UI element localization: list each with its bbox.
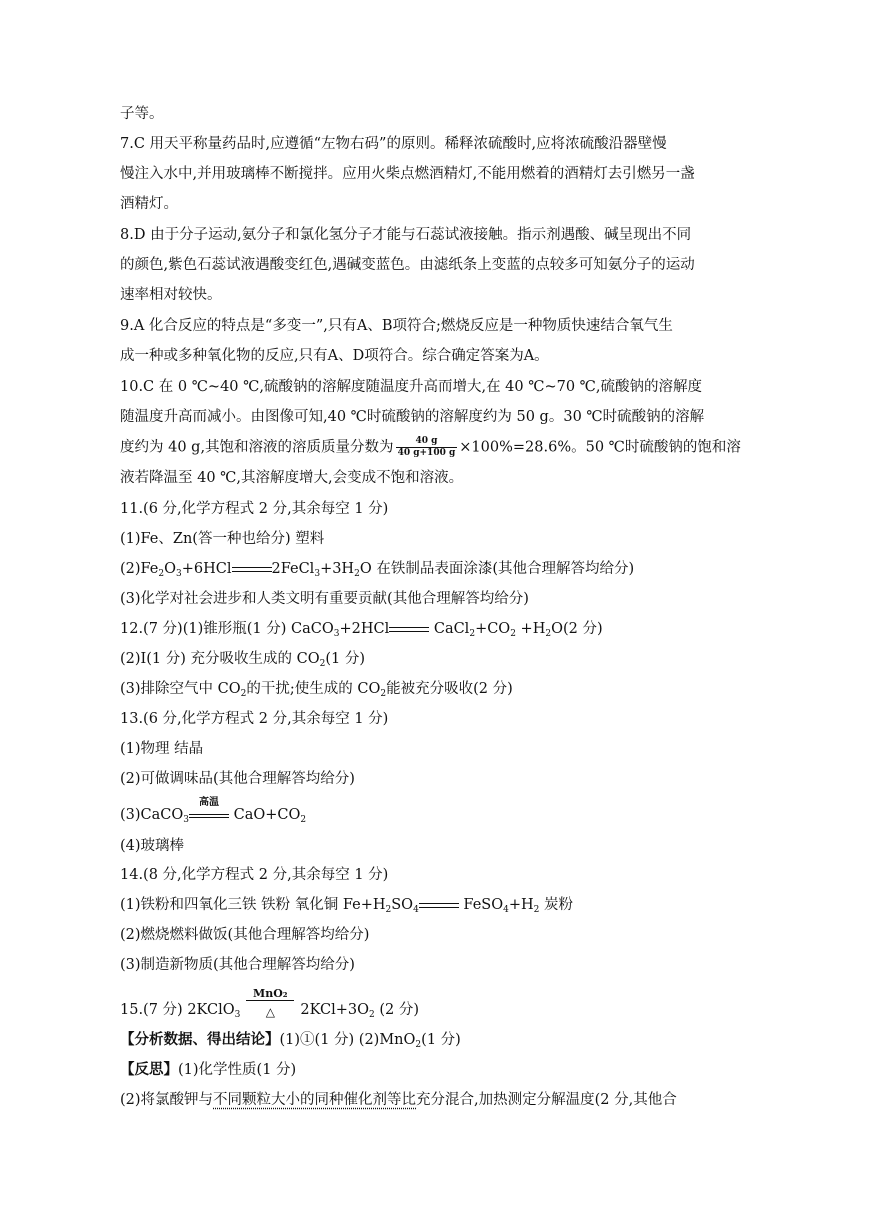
heat-symbol: △ [265,1005,275,1019]
catalyst-label: MnO₂ [253,987,288,1000]
text-segment: O [164,561,177,577]
subscript: 3 [314,569,321,579]
answer-13-1: (1)物理 结晶 [120,741,204,757]
mass-fraction [396,436,458,459]
text-segment: O 在铁制品表面涂漆(其他合理解答均给分) [359,561,635,577]
answer-7-line-1: 7.C 用天平称量药品时,应遵循“左物右码”的原则。稀释浓硫酸时,应将浓硫酸沿器壁慢 [120,136,667,152]
answer-7-line-3: 酒精灯。 [120,196,178,212]
high-temperature-equals-icon [189,797,229,825]
answer-15-conclusion [120,1030,461,1050]
answer-12-2 [120,649,365,669]
subscript: 4 [503,905,509,915]
text-segment: 12.(7 分)(1)锥形瓶(1 分) CaCO [120,621,334,637]
answer-12-1 [120,619,603,639]
text-segment: (1)①(1 分) (2)MnO [279,1032,416,1048]
text-segment: +H [508,897,534,913]
text-segment: 度约为 40 g,其饱和溶液的溶质质量分数为 [120,439,394,456]
answer-10-line-1: 10.C 在 0 ℃~40 ℃,硫酸钠的溶解度随温度升高而增大,在 40 ℃~70 ℃,硫酸钠的溶解度 [120,379,703,395]
subscript: 2 [319,659,326,669]
subscript: 2 [354,569,360,579]
answer-13-header: 13.(6 分,化学方程式 2 分,其余每空 1 分) [120,711,389,727]
answer-11-1: (1)Fe、Zn(答一种也给分) 塑料 [120,531,325,547]
answer-11-3: (3)化学对社会进步和人类文明有重要贡献(其他合理解答均给分) [120,591,529,607]
subscript: 2 [369,1010,375,1020]
fraction-denominator: 40 g+100 g [397,448,456,458]
text-segment: (2)Fe [120,561,159,577]
equals-sign-icon [419,898,459,912]
subscript: 2 [385,905,392,915]
text-segment: 2KCl+3O [300,1002,370,1018]
answer-14-2: (2)燃烧燃料做饭(其他合理解答均给分) [120,927,370,943]
subscript: 2 [545,629,552,639]
answer-14-1 [120,895,573,915]
reaction-condition: 高温 [199,797,219,808]
text-segment: (2)将氯酸钾与 [120,1092,214,1108]
text-segment: (1)铁粉和四氧化三铁 铁粉 氧化铜 Fe+H [120,897,386,913]
subscript: 2 [158,569,165,579]
answer-10-line-2: 随温度升高而减小。由图像可知,40 ℃时硫酸钠的溶解度约为 50 g。30 ℃时硫酸钠的溶解 [120,409,705,425]
answer-11-2 [120,559,634,579]
text-segment: +H [515,621,546,637]
answer-8-line-2: 的颜色,紫色石蕊试液遇酸变红色,遇碱变蓝色。由滤纸条上变蓝的点较多可知氨分子的运动 [120,257,695,273]
answer-8-line-3: 速率相对较快。 [120,287,222,303]
text-segment: SO [391,897,414,913]
answer-12-3 [120,679,513,699]
text-segment: ×100%=28.6%。50 ℃时硫酸钠的饱和溶 [459,439,741,456]
subscript: 2 [533,905,540,915]
text-segment: CaCl [429,621,470,637]
section-heading: 【反思】 [120,1061,178,1078]
answer-11-header: 11.(6 分,化学方程式 2 分,其余每空 1 分) [120,501,389,517]
text-segment: 炭粉 [539,897,573,913]
answer-10-line-4: 液若降温至 40 ℃,其溶解度增大,会变成不饱和溶液。 [120,470,464,486]
text-segment: (3)排除空气中 CO [120,681,241,697]
text-segment: (1 分) [421,1032,461,1048]
text-segment: CaO+CO [229,807,301,823]
text-segment: 15.(7 分) 2KClO [120,1002,235,1018]
answer-15-reflection-2 [120,1090,677,1110]
fraction-numerator: 40 g [396,436,458,448]
answer-7-line-2: 慢注入水中,并用玻璃棒不断搅拌。应用火柴点燃酒精灯,不能用燃着的酒精灯去引燃另一盏 [120,166,695,182]
equals-sign-icon [389,622,429,636]
answer-14-3: (3)制造新物质(其他合理解答均给分) [120,957,355,973]
text-line: 子等。 [120,106,164,122]
subscript: 2 [300,815,307,825]
subscript: 2 [380,689,387,699]
text-segment: +3H [320,561,355,577]
subscript: 2 [510,629,516,639]
answer-13-3 [120,797,307,825]
text-segment: +CO [475,621,511,637]
subscript: 2 [469,629,476,639]
subscript: 3 [183,815,189,825]
text-segment: 充分混合,加热测定分解温度(2 分,其他合 [416,1092,677,1108]
subscript: 2 [415,1040,422,1050]
answer-9-line-2: 成一种或多种氧化物的反应,只有A、D项符合。综合确定答案为A。 [120,348,549,364]
text-segment: 2FeCl [271,561,315,577]
answer-9-line-1: 9.A 化合反应的特点是“多变一”,只有A、B项符合;燃烧反应是一种物质快速结合氧气生 [120,318,673,334]
text-segment: (3)CaCO [120,807,184,823]
answer-10-line-3 [120,436,741,459]
answer-15-reflection [120,1060,296,1080]
text-segment: +6HCl [181,561,232,577]
subscript: 3 [176,569,182,579]
equals-sign-icon [232,562,272,576]
subscript: 3 [234,1010,241,1020]
answer-15-equation [120,987,420,1020]
text-segment: +2HCl [339,621,390,637]
text-segment: (2 分) [374,1002,420,1018]
emphasized-text: 不同颗粒大小的同种催化剂等比 [213,1092,417,1108]
text-segment: 能被充分吸收(2 分) [386,681,513,697]
section-heading: 【分析数据、得出结论】 [120,1031,280,1048]
text-segment: 的干扰;使生成的 CO [246,681,381,697]
subscript: 4 [413,905,419,915]
answer-14-header: 14.(8 分,化学方程式 2 分,其余每空 1 分) [120,867,389,883]
catalyst-heat-condition-icon [246,987,294,1020]
text-segment: (1 分) [325,651,366,667]
answer-8-line-1: 8.D 由于分子运动,氨分子和氯化氢分子才能与石蕊试液接触。指示剂遇酸、碱呈现出不同 [120,227,692,243]
subscript: 3 [333,629,340,639]
text-segment: (2)Ⅰ(1 分) 充分吸收生成的 CO [120,651,320,667]
text-segment: FeSO [458,897,504,913]
subscript: 2 [240,689,247,699]
text-segment: (1)化学性质(1 分) [178,1062,297,1078]
text-segment: O(2 分) [551,621,603,637]
answer-13-4: (4)玻璃棒 [120,838,185,854]
answer-13-2: (2)可做调味品(其他合理解答均给分) [120,771,355,787]
